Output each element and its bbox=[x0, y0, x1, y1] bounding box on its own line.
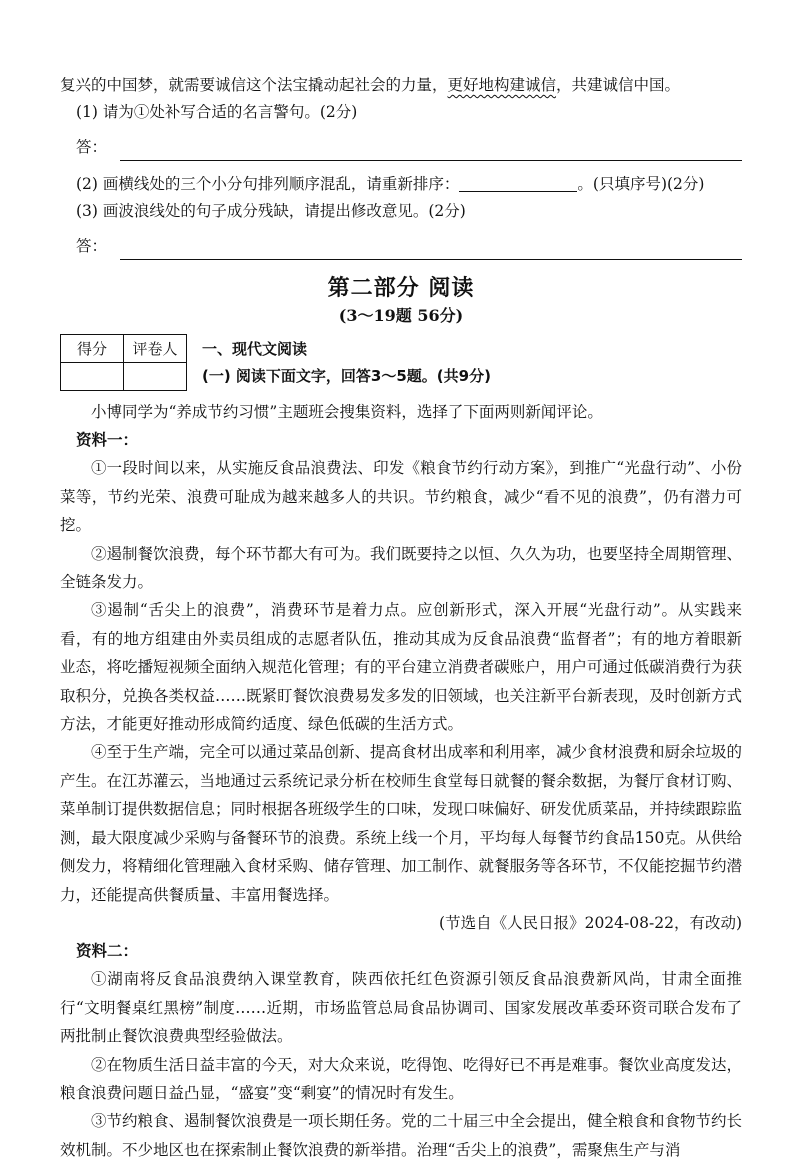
question-1: (1) 请为①处补写合适的名言警句。(2分) bbox=[76, 103, 358, 121]
grader-header: 评卷人 bbox=[124, 335, 187, 363]
material-2-label: 资料二： bbox=[76, 942, 139, 961]
question-2-text-b: 。(只填序号)(2分) bbox=[577, 175, 705, 193]
question-2 bbox=[60, 171, 742, 198]
grader-cell[interactable] bbox=[124, 363, 187, 391]
answer-row-1 bbox=[60, 134, 742, 161]
answer-row-3 bbox=[60, 233, 742, 260]
reading-body bbox=[60, 398, 742, 1164]
material-1-paragraph-3: ③遏制“舌尖上的浪费”，消费环节是着力点。应创新形式，深入开展“光盘行动”。从实践来看，有的地方组建由外卖员组成的志愿者队伍，推动其成为反食品浪费“监督者”；有的地方着眼新业态，将吃播短视频全面纳入规范化管理；有的平台建立消费者碳账户，用户可通过低碳消费行为获取积分，兑换各类权益……既紧盯餐饮浪费易发多发的旧领域，也关注新平台新表现，及时创新方式方法，才能更好推动形成简约适度、绿色低碳的生活方式。 bbox=[60, 601, 743, 734]
score-header: 得分 bbox=[61, 335, 124, 363]
wavy-underlined-phrase: 更好地构建诚信 bbox=[447, 76, 557, 94]
material-2-paragraph-3: ③节约粮食、遏制餐饮浪费是一项长期任务。党的二十届三中全会提出，健全粮食和食物节约长效机制。不少地区也在探索制止餐饮浪费的新举措。治理“舌尖上的浪费”，需聚焦生产与消 bbox=[60, 1112, 743, 1159]
part-heading-title: 一、现代文阅读 bbox=[202, 340, 308, 358]
intro-paragraph: 小博同学为“养成节约习惯”主题班会搜集资料，选择了下面两则新闻评论。 bbox=[91, 403, 603, 421]
section-subtitle: (3～19题 56分) bbox=[338, 306, 464, 325]
top-line-text-a: 复兴的中国梦，就需要诚信这个法宝撬动起社会的力量， bbox=[60, 76, 448, 94]
answer-line[interactable] bbox=[120, 239, 742, 260]
part-heading bbox=[202, 336, 491, 390]
top-line bbox=[60, 72, 742, 99]
material-1-paragraph-4-text: ④至于生产端，完全可以通过菜品创新、提高食材出成率和利用率，减少食材浪费和厨余垃圾的产生。在江苏灌云，当地通过云系统记录分析在校师生食堂每日就餐的餐余数据，为餐厅食材订购、菜单制订提供数据信息；同时根据各班级学生的口味，发现口味偏好、研发优质菜品，并持续跟踪监测，最大限度减少采购与备餐环节的浪费。系统上线一个月，平均每人每餐节约食品150克。从供给侧发力，将精细化管理融入食材采购、储存管理、加工制作、就餐服务等各环节，不仅能挖掘节约潜力，还能提高供餐质量、丰富用餐选择。 bbox=[60, 743, 743, 904]
top-line-text-b: ，共建诚信中国。 bbox=[556, 76, 681, 94]
material-1-source: (节选自《人民日报》2024-08-22，有改动) bbox=[439, 913, 742, 932]
question-2-text-a: (2) 画横线处的三个小分句排列顺序混乱，请重新排序： bbox=[76, 175, 460, 193]
score-table bbox=[60, 334, 187, 391]
answer-line[interactable] bbox=[120, 140, 742, 161]
order-blank[interactable] bbox=[459, 173, 577, 192]
section-title: 第二部分 阅读 bbox=[327, 276, 475, 301]
material-1-label: 资料一： bbox=[76, 431, 139, 450]
part-instruction: (一) 阅读下面文字，回答3～5题。(共9分) bbox=[202, 367, 491, 385]
material-1-paragraph-4 bbox=[60, 738, 742, 937]
question-3: (3) 画波浪线处的句子成分残缺，请提出修改意见。(2分) bbox=[76, 202, 466, 220]
material-2-paragraph-1: ①湖南将反食品浪费纳入课堂教育，陕西依托红色资源引领反食品浪费新风尚，甘肃全面推行“文明餐桌红黑榜”制度……近期，市场监管总局食品协调司、国家发展改革委环资司联合发布了两批制止餐饮浪费典型经验做法。 bbox=[60, 970, 742, 1046]
answer-label: 答： bbox=[76, 138, 108, 156]
score-cell[interactable] bbox=[61, 363, 124, 391]
material-1-paragraph-1: ①一段时间以来，从实施反食品浪费法、印发《粮食节约行动方案》，到推广“光盘行动”、小份菜等，节约光荣、浪费可耻成为越来越多人的共识。节约粮食，减少“看不见的浪费”，仍有潜力可挖。 bbox=[60, 459, 742, 535]
material-2-paragraph-2: ②在物质生活日益丰富的今天，对大众来说，吃得饱、吃得好已不再是难事。餐饮业高度发达，粮食浪费问题日益凸显，“盛宴”变“剩宴”的情况时有发生。 bbox=[60, 1055, 743, 1102]
material-1-paragraph-2: ②遏制餐饮浪费，每个环节都大有可为。我们既要持之以恒、久久为功，也要坚持全周期管理、全链条发力。 bbox=[60, 544, 743, 592]
score-box-area bbox=[60, 334, 742, 392]
answer-label: 答： bbox=[76, 237, 108, 255]
